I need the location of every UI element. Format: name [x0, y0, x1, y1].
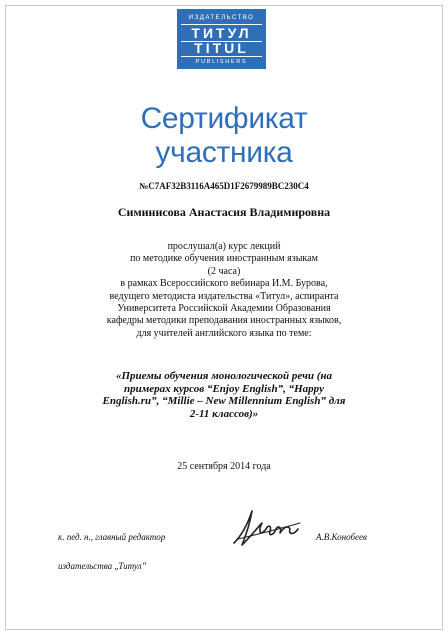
logo-top-text: ИЗДАТЕЛЬСТВО [188, 14, 255, 21]
body-line: по методике обучения иностранным языкам [130, 253, 318, 265]
signer-role: к. пед. н., главный редактор [58, 532, 166, 542]
publisher-logo [177, 9, 266, 69]
logo-bottom-text: PUBLISHERS [195, 59, 248, 65]
body-line: ведущего методиста издательства «Титул», аспиранта [109, 290, 339, 302]
certificate-serial-number: №C7AF32B3116A465D1F2679989BC230C4 [139, 181, 309, 191]
certificate-title-line2: участника [155, 136, 293, 169]
body-line: для учителей английского языка по теме: [136, 327, 312, 339]
certificate-title-line1: Сертификат [140, 102, 308, 135]
signer-name: А.В.Конобеев [316, 532, 367, 542]
body-line: прослушал(а) курс лекций [167, 241, 281, 252]
webinar-topic [60, 370, 388, 420]
body-line: (2 часа) [207, 265, 241, 277]
body-line: кафедры методики преподавания иностранных языков, [106, 315, 342, 327]
body-line: Университета Российской Академии Образования [117, 303, 331, 315]
logo-line-cyrillic: ТИТУЛ [181, 24, 262, 42]
participant-name: Симинисова Анастасия Владимировна [117, 205, 331, 219]
topic-line: English.ru”, “Millie – New Millennium English” для [102, 395, 346, 408]
body-line: в рамках Всероссийского вебинара И.М. Бурова, [120, 278, 328, 290]
signer-organization: издательства „Титул” [58, 561, 147, 571]
topic-line: примерах курсов “Enjoy English”, “Happy [123, 382, 325, 395]
handwritten-signature [228, 505, 304, 549]
certificate-body-text [0, 241, 448, 340]
logo-line-latin: TITUL [181, 41, 262, 57]
topic-line: 2-11 классов)» [189, 407, 259, 420]
certificate-date: 25 сентября 2014 года [177, 461, 271, 472]
topic-line: «Приемы обучения монологической речи (на [116, 370, 332, 382]
